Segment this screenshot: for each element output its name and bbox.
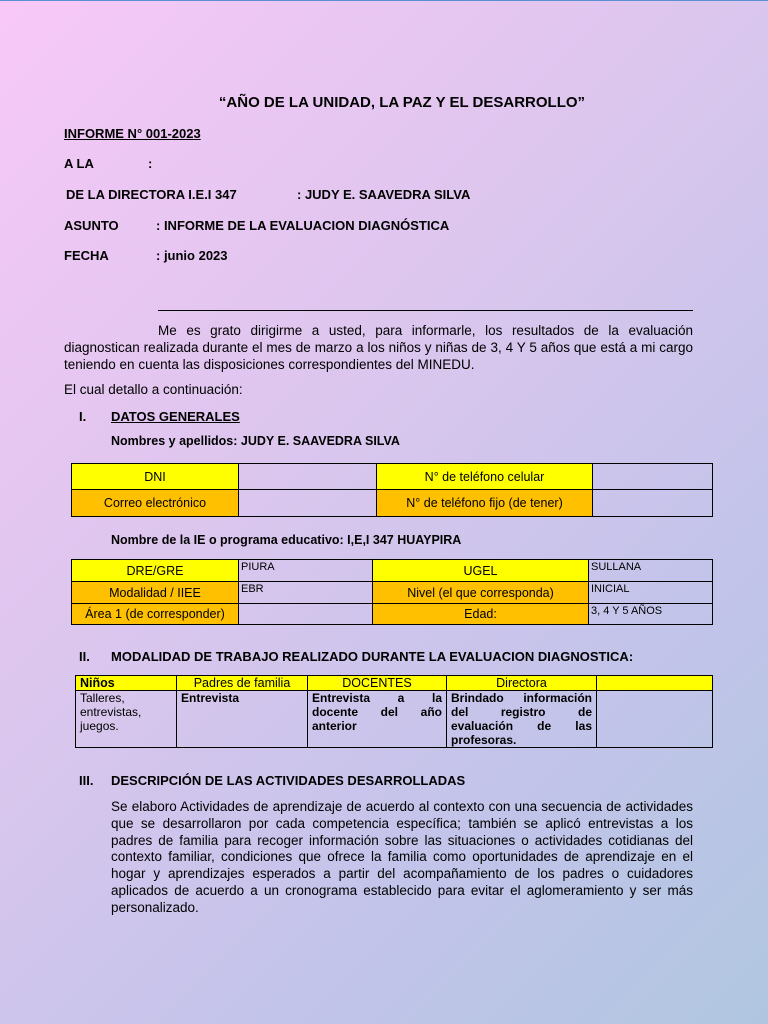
table-datos-personales bbox=[71, 463, 713, 517]
a-la-label: A LA bbox=[64, 156, 94, 171]
document-title: “AÑO DE LA UNIDAD, LA PAZ Y EL DESARROLLO” bbox=[218, 94, 586, 111]
header-docentes: DOCENTES bbox=[308, 676, 447, 691]
table-row bbox=[72, 582, 713, 604]
section3-paragraph: Se elaboro Actividades de aprendizaje de acuerdo al contexto con una secuencia de actividades que se desarrollaron por cada competencia específica; también se aplicó entrevistas a los padres de familia para recoger información sobre las situaciones o actividades cotidianas del contexto familiar, condiciones que ofrece la familia como oportunidades de aprendizaje en el hogar y aprendizajes esperados a partir del acompañamiento de los padres o cuidadores aplicados de acuerdo a un cronograma establecido para evitar el aglomeramiento y ser más personalizado. bbox=[111, 799, 693, 915]
header-directora: Directora bbox=[447, 676, 597, 691]
edad-value: 3, 4 Y 5 AÑOS bbox=[589, 604, 713, 625]
intro-text: Me es grato dirigirme a usted, para informarle, los resultados de la evaluación diagnostican realizada durante el mes de marzo a los niños y niñas de 3, 4 Y 5 años que está a mi cargo teniendo en cuenta las disposiciones correspondientes del MINEDU. bbox=[64, 323, 693, 372]
dre-value: PIURA bbox=[239, 560, 373, 582]
cell-empty bbox=[597, 691, 713, 748]
ugel-value: SULLANA bbox=[589, 560, 713, 582]
ugel-label: UGEL bbox=[373, 560, 589, 582]
asunto-label: ASUNTO bbox=[64, 218, 119, 233]
celular-value bbox=[593, 464, 713, 490]
de-label: DE LA DIRECTORA I.E.I 347 bbox=[66, 187, 237, 202]
cell-directora: Brindado información del registro de evaluación de las profesoras. bbox=[447, 691, 597, 748]
table-row bbox=[76, 691, 713, 748]
fecha-label: FECHA bbox=[64, 248, 109, 263]
cell-ninos: Talleres, entrevistas, juegos. bbox=[76, 691, 177, 748]
nombres-line: Nombres y apellidos: JUDY E. SAAVEDRA SILVA bbox=[111, 434, 400, 448]
correo-value bbox=[239, 490, 377, 517]
top-border-line bbox=[0, 0, 768, 1]
header-ninos: Niños bbox=[76, 676, 177, 691]
fecha-value: : junio 2023 bbox=[156, 248, 228, 263]
area-value bbox=[239, 604, 373, 625]
a-la-colon: : bbox=[148, 156, 153, 171]
separator-line bbox=[158, 310, 693, 311]
cell-docentes: Entrevista a la docente del año anterior bbox=[308, 691, 447, 748]
de-value: : JUDY E. SAAVEDRA SILVA bbox=[297, 187, 471, 202]
celular-label: N° de teléfono celular bbox=[377, 464, 593, 490]
table-modalidad bbox=[75, 675, 713, 748]
asunto-value: : INFORME DE LA EVALUACION DIAGNÓSTICA bbox=[156, 218, 450, 233]
intro-paragraph bbox=[64, 322, 693, 373]
table-row bbox=[72, 560, 713, 582]
table-ie-datos bbox=[71, 559, 713, 625]
table-row bbox=[72, 464, 713, 490]
header-empty bbox=[597, 676, 713, 691]
edad-label: Edad: bbox=[373, 604, 589, 625]
table-row bbox=[72, 490, 713, 517]
dre-label: DRE/GRE bbox=[72, 560, 239, 582]
modalidad-value: EBR bbox=[239, 582, 373, 604]
section1-title: DATOS GENERALES bbox=[111, 409, 240, 424]
nivel-label: Nivel (el que corresponda) bbox=[373, 582, 589, 604]
area-label: Área 1 (de corresponder) bbox=[72, 604, 239, 625]
detalle-text: El cual detallo a continuación: bbox=[64, 382, 243, 397]
fijo-label: N° de teléfono fijo (de tener) bbox=[377, 490, 593, 517]
modalidad-label: Modalidad / IIEE bbox=[72, 582, 239, 604]
dni-label: DNI bbox=[72, 464, 239, 490]
section2-number: II. bbox=[79, 649, 90, 664]
fijo-value bbox=[593, 490, 713, 517]
nivel-value: INICIAL bbox=[589, 582, 713, 604]
section3-title: DESCRIPCIÓN DE LAS ACTIVIDADES DESARROLLADAS bbox=[111, 773, 466, 788]
section2-title: MODALIDAD DE TRABAJO REALIZADO DURANTE LA EVALUACION DIAGNOSTICA: bbox=[111, 649, 634, 664]
dni-value bbox=[239, 464, 377, 490]
correo-label: Correo electrónico bbox=[72, 490, 239, 517]
cell-padres: Entrevista bbox=[177, 691, 308, 748]
table-header-row bbox=[76, 676, 713, 691]
table-row bbox=[72, 604, 713, 625]
ie-nombre-line: Nombre de la IE o programa educativo: I,E,I 347 HUAYPIRA bbox=[111, 533, 462, 547]
header-padres: Padres de familia bbox=[177, 676, 308, 691]
informe-number: INFORME N° 001-2023 bbox=[64, 126, 201, 141]
section3-number: III. bbox=[79, 773, 94, 788]
section1-number: I. bbox=[79, 409, 87, 424]
